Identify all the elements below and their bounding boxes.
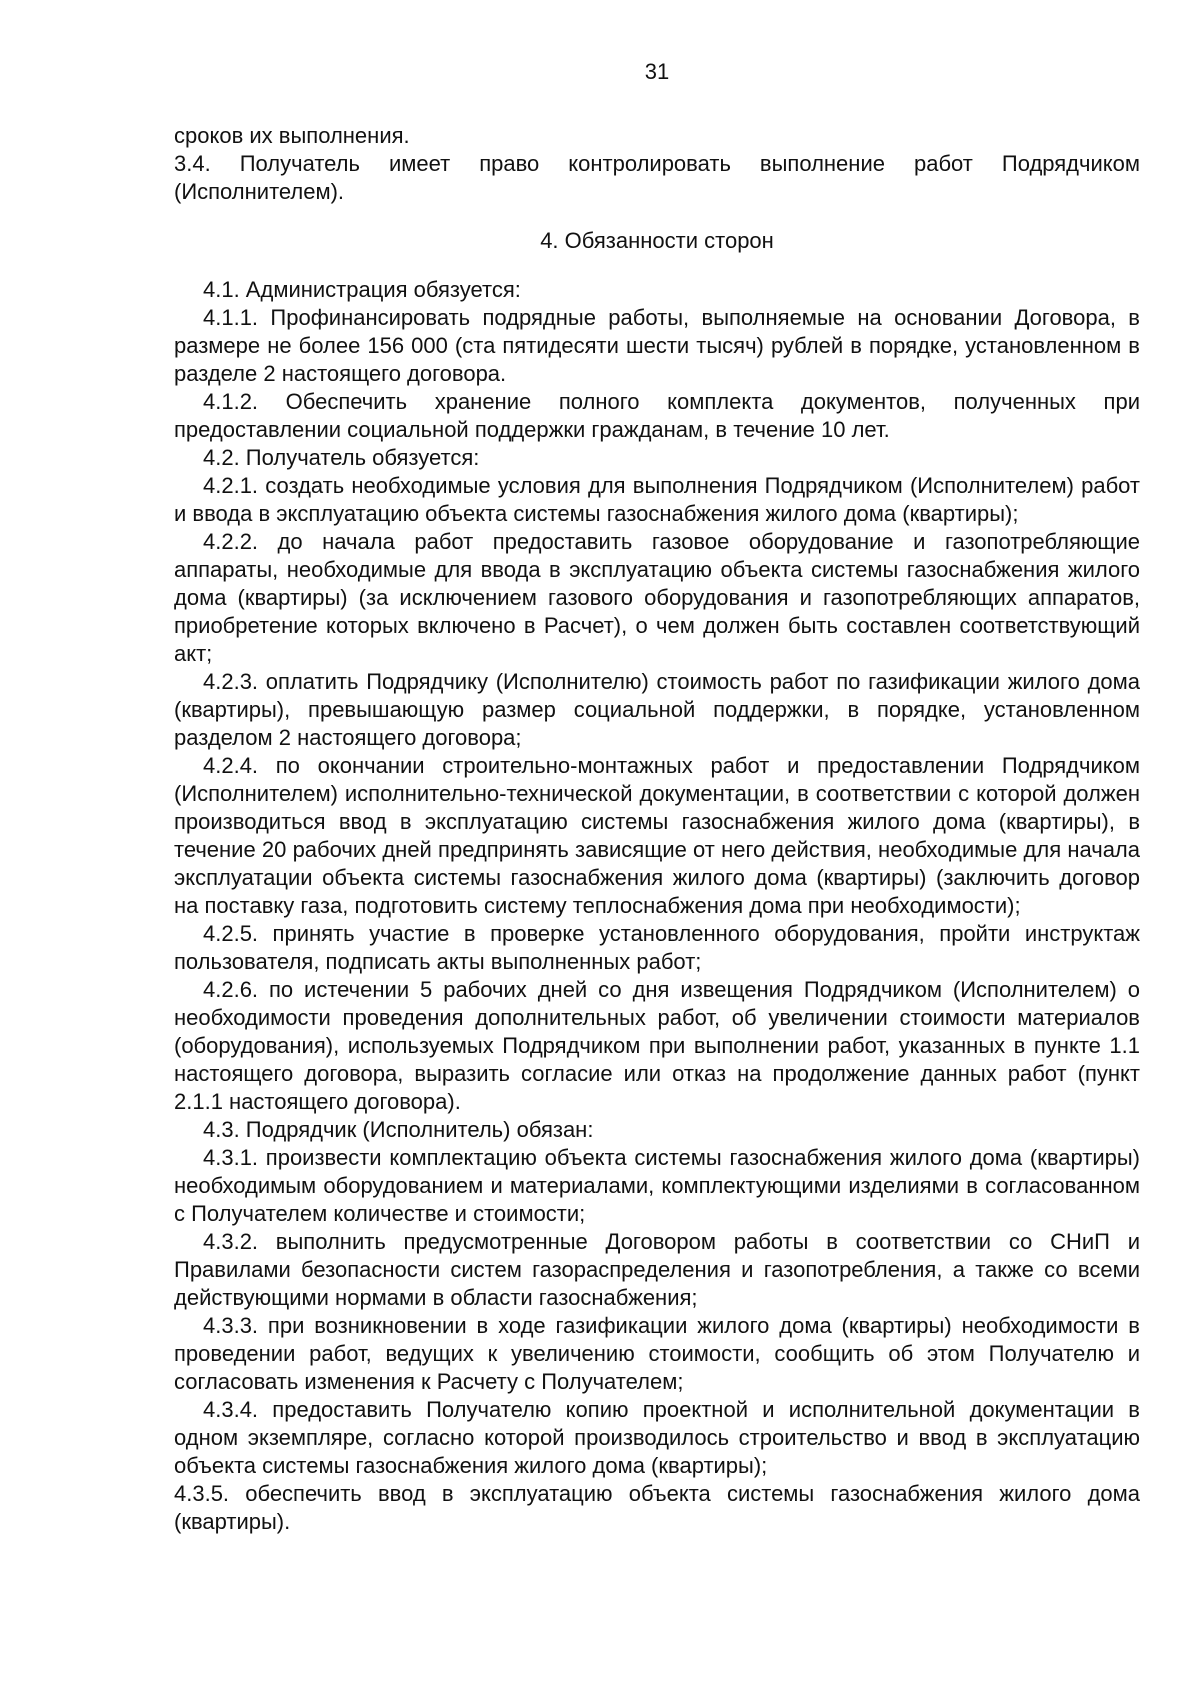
paragraph-4-2-6: 4.2.6. по истечении 5 рабочих дней со дня извещения Подрядчиком (Исполнителем) о необходимости проведения дополнительных работ, об увеличении стоимости материалов (оборудования), используемых Подрядчиком при выполнении работ, указанных в пункте 1.1 настоящего договора, выразить согласие или отказ на продолжение данных работ (пункт 2.1.1 настоящего договора). [174, 977, 1140, 1114]
paragraph-4-2: 4.2. Получатель обязуется: [203, 445, 480, 470]
paragraph-4-2-2: 4.2.2. до начала работ предоставить газовое оборудование и газопотребляющие аппараты, необходимые для ввода в эксплуатацию объекта системы газоснабжения жилого дома (квартиры) (за исключением газового оборудования и газопотребляющих аппаратов, приобретение которых включено в Расчет), о чем должен быть составлен соответствующий акт; [174, 529, 1140, 666]
document-page [174, 58, 1140, 1536]
page-number: 31 [644, 59, 670, 84]
paragraph-4-3-1: 4.3.1. произвести комплектацию объекта системы газоснабжения жилого дома (квартиры) необходимым оборудованием и материалами, комплектующими изделиями в согласованном с Получателем количестве и стоимости; [174, 1145, 1140, 1226]
paragraph-4-3-2: 4.3.2. выполнить предусмотренные Договором работы в соответствии со СНиП и Правилами безопасности систем газораспределения и газопотребления, а также со всеми действующими нормами в области газоснабжения; [174, 1229, 1140, 1310]
paragraph-4-3: 4.3. Подрядчик (Исполнитель) обязан: [203, 1117, 594, 1142]
paragraph-4-2-3: 4.2.3. оплатить Подрядчику (Исполнителю) стоимость работ по газификации жилого дома (квартиры), превышающую размер социальной поддержки, в порядке, установленном разделом 2 настоящего договора; [174, 669, 1140, 750]
paragraph-4-3-3: 4.3.3. при возникновении в ходе газификации жилого дома (квартиры) необходимости в проведении работ, ведущих к увеличению стоимости, сообщить об этом Получателю и согласовать изменения к Расчету с Получателем; [174, 1313, 1140, 1394]
paragraph-4-1-2: 4.1.2. Обеспечить хранение полного комплекта документов, полученных при предоставлении социальной поддержки гражданам, в течение 10 лет. [174, 389, 1140, 442]
paragraph-4-2-1: 4.2.1. создать необходимые условия для выполнения Подрядчиком (Исполнителем) работ и ввода в эксплуатацию объекта системы газоснабжения жилого дома (квартиры); [174, 473, 1140, 526]
paragraph-4-3-4: 4.3.4. предоставить Получателю копию проектной и исполнительной документации в одном экземпляре, согласно которой производилось строительство и ввод в эксплуатацию объекта системы газоснабжения жилого дома (квартиры); [174, 1397, 1140, 1478]
paragraph-4-2-5: 4.2.5. принять участие в проверке установленного оборудования, пройти инструктаж пользователя, подписать акты выполненных работ; [174, 921, 1140, 974]
paragraph-4-3-5: 4.3.5. обеспечить ввод в эксплуатацию объекта системы газоснабжения жилого дома (квартиры). [174, 1481, 1140, 1534]
paragraph-top-1: сроков их выполнения. [174, 123, 410, 148]
paragraph-top-2: 3.4. Получатель имеет право контролировать выполнение работ Подрядчиком (Исполнителем). [174, 151, 1140, 204]
paragraph-4-2-4: 4.2.4. по окончании строительно-монтажных работ и предоставлении Подрядчиком (Исполнителем) исполнительно-технической документации, в соответствии с которой должен производиться ввод в эксплуатацию системы газоснабжения жилого дома (квартиры), в течение 20 рабочих дней предпринять зависящие от него действия, необходимые для начала эксплуатации объекта системы газоснабжения жилого дома (квартиры) (заключить договор на поставку газа, подготовить систему теплоснабжения дома при необходимости); [174, 753, 1140, 918]
section-heading: 4. Обязанности сторон [540, 228, 774, 253]
paragraph-4-1-1: 4.1.1. Профинансировать подрядные работы, выполняемые на основании Договора, в размере не более 156 000 (ста пятидесяти шести тысяч) рублей в порядке, установленном в разделе 2 настоящего договора. [174, 305, 1140, 386]
paragraph-4-1: 4.1. Администрация обязуется: [203, 277, 521, 302]
